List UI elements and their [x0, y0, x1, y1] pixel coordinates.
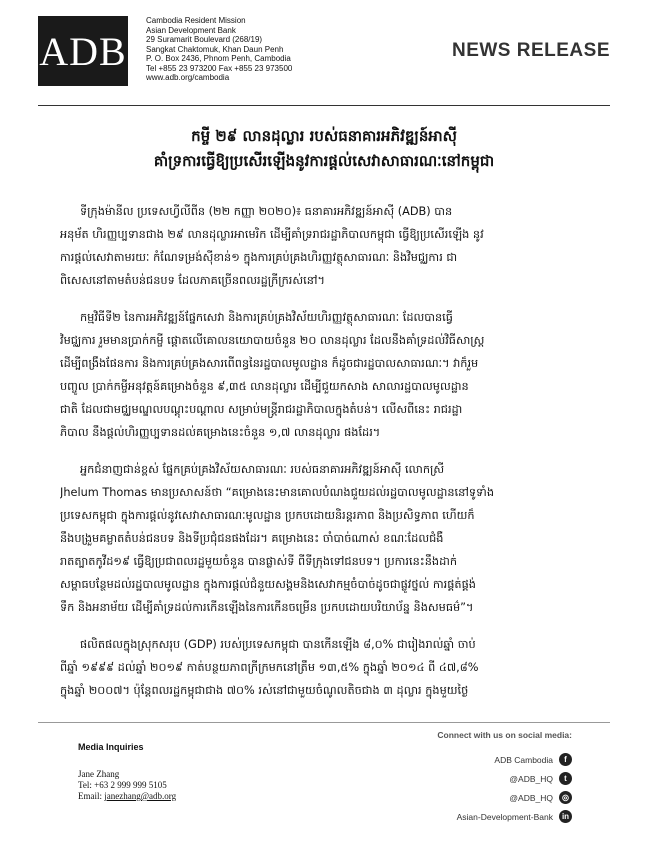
linkedin-icon: in: [559, 810, 572, 823]
address-line: Sangkat Chaktomuk, Khan Daun Penh: [146, 44, 284, 54]
email-label: Email:: [78, 791, 105, 801]
news-release-label: NEWS RELEASE: [451, 40, 610, 61]
media-heading: Media Inquiries: [78, 742, 144, 752]
text-line: រាតត្បាតកូវីដ១៩ ធ្វើឱ្យប្រជាពលរដ្ឋមួយចំនួន បានផ្លាស់ទី ពីទីក្រុងទៅជនបទ។ ប្រការនេះនឹងដាក់: [60, 555, 458, 568]
text-line: ទីក្រុងម៉ានីល ប្រទេសហ្វីលីពីន (២២ កញ្ញា ២០២០)៖ ធនាគារអភិវឌ្ឍន៍អាស៊ី (ADB) បាន: [80, 205, 453, 218]
text-line: សម្ពាធបន្ថែមដល់រដ្ឋបាលមូលដ្ឋាន ក្នុងការផ្តល់ជំនួយសង្គមនិងសេវាកម្មចំបាច់ដូចជាផ្លូវថ្នល់ ការផ្គត់ផ្គង់: [60, 578, 476, 591]
email-link[interactable]: janezhang@adb.org: [104, 791, 177, 801]
text-line: ពីឆ្នាំ ១៩៩៩ ដល់ឆ្នាំ ២០១៩ កាត់បន្ថយភាពក្រីក្រមកនៅត្រឹម ១៣,៥% ក្នុងឆ្នាំ ២០១៤ ពី ៤៧,៨%: [60, 661, 479, 674]
paragraph-4: [60, 633, 588, 702]
address-line: 29 Suramarit Boulevard (268/19): [146, 35, 263, 44]
twitter-icon: t: [559, 772, 572, 785]
paragraph-2: [60, 306, 588, 444]
title-line: គាំទ្រការធ្វើឱ្យប្រសើរឡើងនូវការផ្តល់សេវាសាធារណៈនៅកម្ពុជា: [153, 152, 495, 170]
text-line: ផលិតផលក្នុងស្រុកសរុប (GDP) របស់ប្រទេសកម្ពុជា បានកើនឡើង ៨,០% ជារៀងរាល់ឆ្នាំ ចាប់: [80, 638, 476, 651]
text-line: ជាតិ ដែលជាមជ្ឈមណ្ឌលបណ្តុះបណ្តាល សម្រាប់មន្ត្រីរាជរដ្ឋាភិបាលក្នុងតំបន់។ លើសពីនេះ រាជរដ្ឋា: [60, 403, 463, 416]
social-heading: Connect with us on social media:: [437, 730, 572, 740]
address-line[interactable]: www.adb.org/cambodia: [146, 73, 230, 82]
text-line: នឹងបង្រួមគម្លាតតំបន់ជនបទ និងទីប្រជុំជនផងដែរ។ គម្រោងនេះ ចាំបាច់ណាស់ ខណៈដែលជំងឺ: [60, 532, 444, 545]
adb-logo: ADB: [38, 16, 128, 86]
paragraph-3: [60, 458, 588, 619]
social-twitter[interactable]: [437, 769, 572, 788]
address-line: P. O. Box 2436, Phnom Penh, Cambodia: [146, 54, 291, 63]
social-label: @ADB_HQ: [509, 773, 553, 784]
contact-name: Jane Zhang: [78, 769, 120, 779]
contact-tel: Tel: +63 2 999 999 5105: [78, 780, 167, 790]
address-line: Cambodia Resident Mission: [146, 16, 246, 25]
mission-address: [146, 16, 292, 83]
paragraph-1: [60, 200, 588, 292]
social-media: [437, 730, 572, 826]
title-line: កម្ចី ២៩ លានដុល្លារ របស់ធនាគារអភិវឌ្ឍន៍អាស៊ី: [191, 127, 457, 145]
social-label: @ADB_HQ: [509, 792, 553, 803]
text-line: កម្មវិធីទី២ នៃការអភិវឌ្ឍន៍ផ្នែកសេវា និងការគ្រប់គ្រងវិស័យហិរញ្ញវត្ថុសាធារណៈ ដែលបានធ្វើ: [80, 311, 453, 324]
social-label: Asian-Development-Bank: [456, 811, 553, 822]
facebook-icon: f: [559, 753, 572, 766]
social-linkedin[interactable]: [437, 807, 572, 826]
social-instagram[interactable]: [437, 788, 572, 807]
header-divider: [38, 105, 610, 106]
text-line: Jhelum Thomas មានប្រសាសន៍ថា “គម្រោងនេះមានគោលបំណងជួយដល់រដ្ឋបាលមូលដ្ឋាននៅទូទាំង: [60, 486, 494, 499]
text-line: ដើម្បីពង្រឹងផែនការ និងការគ្រប់គ្រងសារពើពន្ធនៃរដ្ឋបាលមូលដ្ឋាន ក៏ដូចជារដ្ឋបាលសាធារណៈ។ វាក៏រួម: [60, 357, 479, 370]
text-line: ការផ្តល់សេវាតាមរយៈ កំណែទម្រង់ស៊ីខាន់១ ក្នុងការគ្រប់គ្រងហិរញ្ញវត្ថុសាធារណៈ និងវិមជ្ឈការ ជា: [60, 251, 458, 264]
text-line: អ្នកជំនាញជាន់ខ្ពស់ ផ្នែកគ្រប់គ្រងវិស័យសាធារណៈ របស់ធនាគារអភិវឌ្ឍន៍អាស៊ី លោកស្រី: [80, 463, 445, 476]
social-label: ADB Cambodia: [494, 754, 553, 765]
text-line: វិមជ្ឈការ រួមមានប្រាក់កម្ចី ផ្តោតលើគោលនយោបាយចំនួន ២០ លានដុល្លារ ដែលនឹងគាំទ្រដល់វិធីសាស្ត្រ: [60, 334, 485, 347]
text-line: ក្នុងឆ្នាំ ២០០៧។ ប៉ុន្តែពលរដ្ឋកម្ពុជាជាង ៧០% រស់នៅជាមួយចំណូលតិចជាង ៣ ដុល្លារ ក្នុងមួយថ្ងៃ: [60, 684, 469, 697]
address-line: Tel +855 23 973200 Fax +855 23 973500: [146, 63, 293, 73]
media-inquiries: [78, 742, 176, 802]
contact-email-row: [78, 791, 176, 802]
instagram-icon: ◎: [559, 791, 572, 804]
text-line: ពិសេសនៅតាមតំបន់ជនបទ ដែលភាគច្រើនពលរដ្ឋក្រីក្ររស់នៅ។: [60, 274, 325, 287]
text-line: ភិបាល នឹងផ្តល់ហិរញ្ញប្បទានដល់គម្រោងនេះចំនួន ១,៧ លានដុល្លារ ផងដែរ។: [60, 426, 381, 439]
text-line: ទឹក និងអនាម័យ ដើម្បីគាំទ្រដល់ការកើនឡើងនៃការកើនចម្រើន ប្រកបដោយបរិយាប័ន្ន និងសមធម៌”។: [60, 601, 474, 614]
footer-divider: [38, 722, 610, 723]
social-facebook[interactable]: [437, 750, 572, 769]
press-release-title: [38, 124, 610, 174]
press-release-body: [60, 200, 588, 716]
text-line: ប្រទេសកម្ពុជា ក្នុងការផ្តល់នូវសេវាសាធារណៈមូលដ្ឋាន ប្រកបដោយនិរន្តរភាព និងប្រសិទ្ធភាព ហើយក៏: [60, 509, 475, 522]
address-line: Asian Development Bank: [146, 25, 236, 35]
text-line: អនុម័ត ហិរញ្ញប្បទានជាង ២៩ លានដុល្លារអាមេរិក ដើម្បីគាំទ្ររាជរដ្ឋាភិបាលកម្ពុជា ធ្វើឱ្យប្រសើរឡើង នូវ: [60, 228, 484, 241]
text-line: បញ្ចូល ប្រាក់កម្ចីអនុវត្តន៍គម្រោងចំនួន ៩,៣៥ លានដុល្លារ ដើម្បីជួយកសាង សាលារដ្ឋបាលមូលដ្ឋាន: [60, 380, 469, 393]
